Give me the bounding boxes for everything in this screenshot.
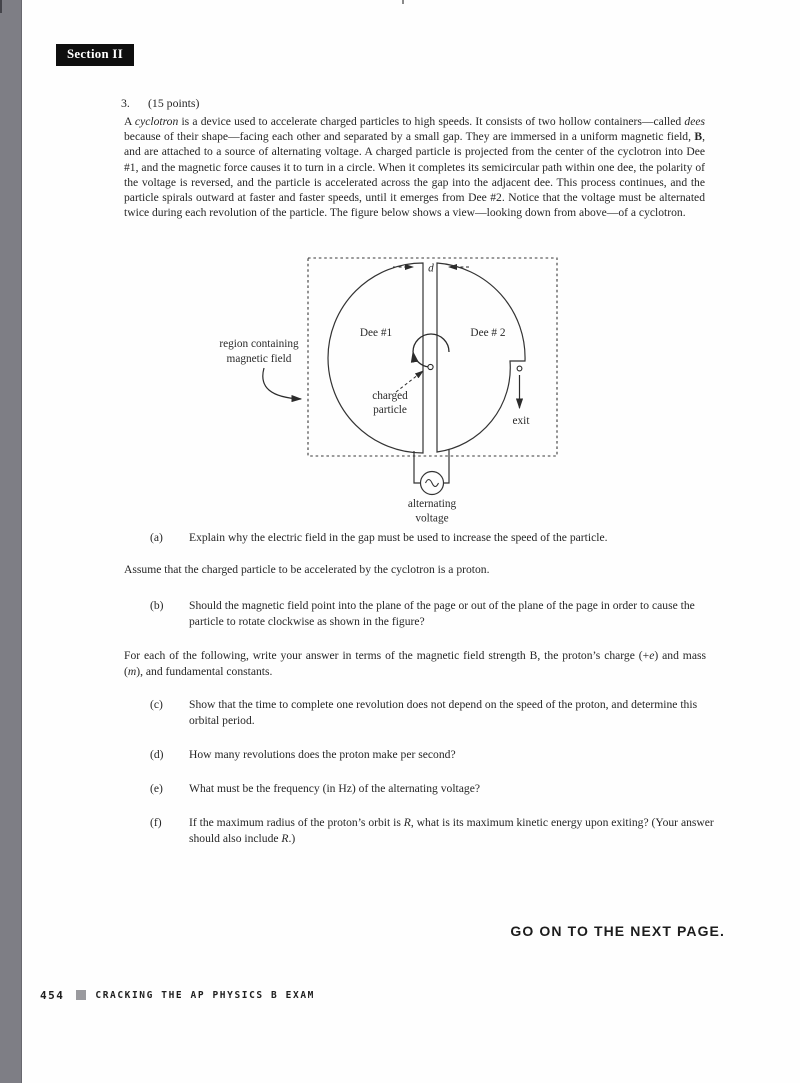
question-points: (15 points) [148, 96, 200, 110]
part-a-label: (a) [150, 531, 163, 544]
part-f-label: (f) [150, 816, 162, 829]
intro-segment: is a device used to accelerate charged particles to high speeds. It consists of two hollow containers—called [178, 115, 685, 128]
voltage-label-line2: voltage [415, 512, 449, 525]
assume-paragraph: Assume that the charged particle to be accelerated by the cyclotron is a proton. [124, 563, 490, 576]
intro-segment: , and are attached to a source of alternating voltage. A charged particle is projected from the center of the cyclotron into Dee #1, and the magnetic force causes it to turn in a circle. When it completes its semicircular path within one dee, the polarity of the voltage is reversed, and the particle is accelerated across the gap into the adjacent dee. This process continues, and the particle spirals outward at faster and faster speeds, until it emerges from Dee #2. Notice that the voltage must be alternated twice during each revolution of the particle. The figure below shows a view—looking down from above—of a cyclotron. [124, 130, 705, 220]
intro-segment: because of their shape—facing each other and separated by a small gap. They are immersed in a uniform magnetic field, [124, 130, 695, 144]
part-d-text: How many revolutions does the proton make per second? [189, 748, 456, 761]
cyclotron-diagram [200, 252, 580, 527]
part-f-segment-italic: R [403, 816, 411, 829]
part-f-text [189, 815, 727, 846]
page-spine-bar [0, 0, 22, 1083]
part-f-segment: If the maximum radius of the proton’s orbit is [189, 816, 404, 829]
intro-segment-bold: B [694, 130, 703, 144]
section-badge: Section II [56, 44, 134, 66]
part-e-label: (e) [150, 782, 163, 795]
go-on-instruction: GO ON TO THE NEXT PAGE. [510, 923, 725, 939]
question-part-c [150, 697, 727, 728]
region-pointer-arrow [263, 368, 301, 399]
part-f-segment: .) [288, 831, 296, 845]
foreach-segment: ) and mass ( [124, 649, 706, 678]
part-b-label: (b) [150, 599, 164, 612]
foreach-segment: ), and fundamental constants. [136, 664, 273, 678]
footer-square-icon [76, 990, 86, 1000]
question-number: 3. [121, 96, 130, 110]
charged-particle-label-line2: particle [373, 404, 407, 416]
question-intro-paragraph [124, 114, 705, 220]
question-part-b [150, 598, 727, 629]
question-part-f [150, 815, 727, 846]
exit-label: exit [512, 415, 530, 427]
part-f-segment-italic: R [281, 831, 289, 845]
charged-particle-pointer [396, 371, 423, 392]
page-number: 454 [40, 988, 65, 1002]
part-c-label: (c) [150, 698, 163, 711]
crop-mark-top-middle [402, 0, 404, 4]
part-f-segment: , what is its maximum kinetic energy upon exiting? (Your answer should also include [189, 816, 714, 845]
page-footer [40, 988, 315, 1002]
question-part-e [150, 781, 727, 797]
intro-segment-italic: cyclotron [134, 115, 179, 128]
part-d-label: (d) [150, 748, 164, 761]
right-lead-wire [444, 450, 450, 484]
intro-segment: A [124, 115, 135, 128]
part-c-text: Show that the time to complete one revolution does not depend on the speed of the proton, and determine this orbital period. [189, 698, 698, 727]
part-e-text: What must be the frequency (in Hz) of the alternating voltage? [189, 782, 481, 795]
intro-segment-italic: dees [684, 115, 705, 128]
region-label-line2: magnetic field [226, 353, 292, 365]
foreach-segment-italic: e [649, 649, 655, 662]
book-title: CRACKING THE AP PHYSICS B EXAM [95, 989, 315, 1001]
question-part-a [150, 530, 727, 546]
foreach-segment-italic: m [127, 664, 137, 678]
gap-label: d [428, 262, 434, 275]
part-b-text: Should the magnetic field point into the plane of the page or out of the plane of the page in order to cause the particle to rotate clockwise as shown in the figure? [189, 599, 695, 628]
particle-path-arrow [413, 352, 429, 367]
dee2-label: Dee # 2 [470, 327, 506, 339]
particle-path-arc [413, 334, 449, 352]
ac-sine-glyph [426, 480, 439, 487]
question-part-d [150, 747, 727, 763]
crop-mark-top-left [0, 0, 2, 13]
voltage-label-line1: alternating [407, 498, 457, 510]
charged-particle-label-line1: charged [372, 390, 408, 402]
foreach-segment: For each of the following, write your answer in terms of the magnetic field strength B, the proton’s charge (+ [124, 649, 650, 662]
part-a-text: Explain why the electric field in the gap must be used to increase the speed of the particle. [189, 531, 608, 544]
dee1-shape [328, 263, 423, 453]
region-label-line1: region containing [219, 338, 299, 350]
foreach-paragraph [124, 648, 706, 679]
charged-particle-dot [428, 364, 433, 369]
cyclotron-figure [200, 252, 580, 527]
dee1-label: Dee #1 [359, 327, 393, 339]
exit-particle-dot [517, 366, 522, 371]
question-heading [121, 96, 199, 111]
